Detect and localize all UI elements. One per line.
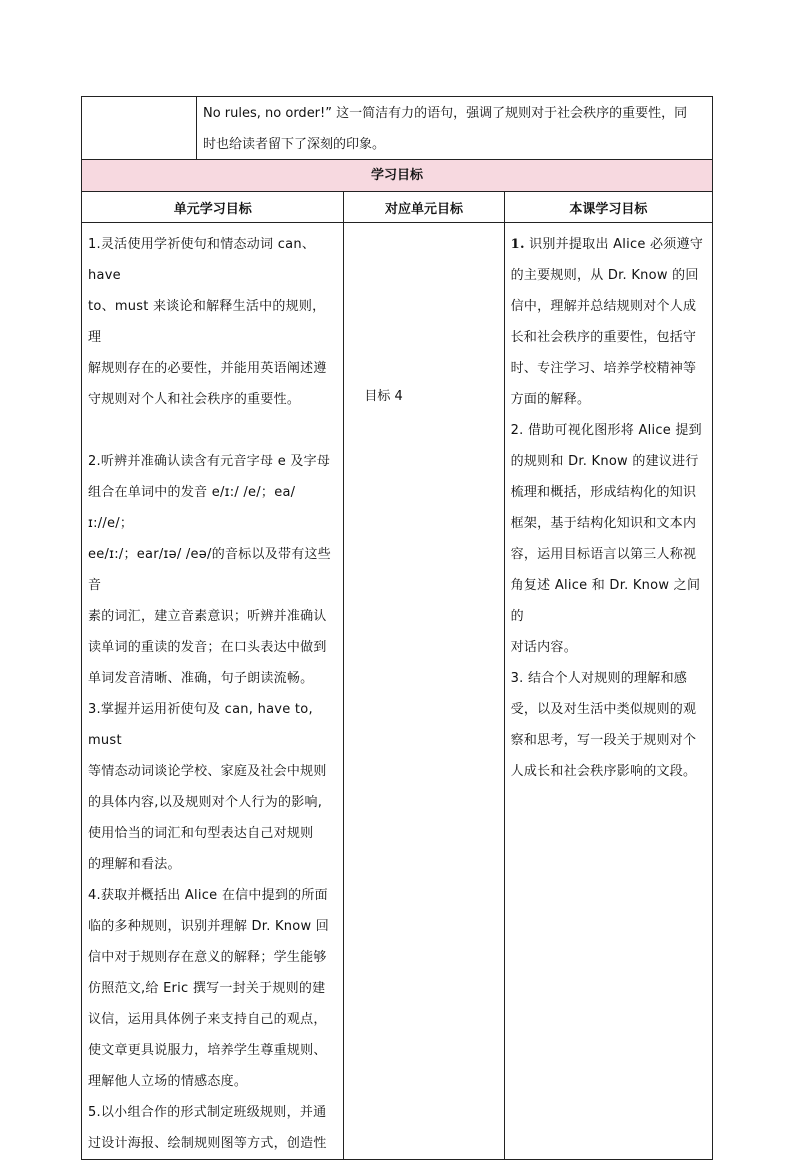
- unit-goal-line: 理解他人立场的情感态度。: [88, 1074, 248, 1089]
- unit-goal-line: 仿照范文,给 Eric 撰写一封关于规则的建: [88, 981, 326, 996]
- lesson-goal-line: 的规则和 Dr. Know 的建议进行: [510, 454, 699, 469]
- unit-goal-line: 信中对于规则存在意义的解释；学生能够: [88, 950, 327, 965]
- lesson-goal-line: 3. 结合个人对规则的理解和感: [510, 671, 688, 686]
- lesson-goal-line: 察和思考，写一段关于规则对个: [510, 733, 697, 748]
- lesson-goal-line: 长和社会秩序的重要性，包括守: [510, 330, 697, 345]
- header-unit-goals: 单元学习目标: [82, 192, 344, 223]
- previous-section-right-cell: [197, 97, 713, 161]
- lesson-goal-line: 对话内容。: [510, 640, 577, 655]
- unit-goal-line: 1.灵活使用学祈使句和情态动词 can、have: [88, 237, 316, 283]
- unit-goal-line: 单词发音清晰、准确，句子朗读流畅。: [88, 671, 314, 686]
- lesson-goals-content: [505, 223, 712, 787]
- unit-goal-line: 的理解和看法。: [88, 857, 181, 872]
- unit-goal-line: 组合在单词中的发音 e/ɪ:/ /e/；ea/ɪ://e/；: [88, 485, 296, 531]
- unit-goal-line: 解规则存在的必要性，并能用英语阐述遵: [88, 361, 327, 376]
- previous-section-table: [81, 96, 713, 161]
- header-corresponding-goals: 对应单元目标: [344, 192, 504, 223]
- unit-goal-line: 2.听辨并准确认读含有元音字母 e 及字母: [88, 454, 331, 469]
- previous-section-left-cell: [82, 97, 197, 161]
- corresponding-goals-content: [344, 223, 503, 407]
- unit-goal-line: 等情态动词谈论学校、家庭及社会中规则: [88, 764, 327, 779]
- unit-goal-line: 使用恰当的词汇和句型表达自己对规则: [88, 826, 314, 841]
- lesson-goals-cell: [504, 223, 712, 1160]
- lesson-goal-line: 的主要规则，从 Dr. Know 的回: [510, 268, 699, 283]
- lesson-goal-line: 容，运用目标语言以第三人称视: [510, 547, 697, 562]
- unit-goal-line: 议信，运用具体例子来支持自己的观点，: [88, 1012, 327, 1027]
- lesson-goal-number-1: 1.: [510, 237, 525, 252]
- learning-goals-title: 学习目标: [370, 168, 423, 183]
- unit-goal-line: 3.掌握并运用祈使句及 can, have to, must: [88, 702, 313, 748]
- unit-goal-line: 守规则对个人和社会秩序的重要性。: [88, 392, 301, 407]
- lesson-goal-line: 时、专注学习、培养学校精神等: [510, 361, 697, 376]
- lesson-goal-line: 2. 借助可视化图形将 Alice 提到: [510, 423, 702, 438]
- table-header-row: [82, 192, 713, 223]
- lesson-goal-line: 人成长和社会秩序影响的文段。: [510, 764, 697, 779]
- corresponding-goal-text: 目标 4: [364, 389, 403, 404]
- unit-goal-line: ee/ɪ:/；ear/ɪə/ /eə/的音标以及带有这些音: [88, 547, 332, 593]
- previous-section-row: [82, 97, 713, 161]
- unit-goal-spacer: [88, 415, 337, 446]
- learning-goals-banner: [81, 159, 713, 192]
- lesson-goal-line: [511, 229, 706, 260]
- corresponding-goals-cell: [344, 223, 504, 1160]
- unit-goal-line: 5.以小组合作的形式制定班级规则，并通: [88, 1105, 327, 1120]
- unit-goals-cell: [82, 223, 344, 1160]
- unit-goal-line: 4.获取并概括出 Alice 在信中提到的所面: [88, 888, 328, 903]
- lesson-goal-line: 受，以及对生活中类似规则的观: [510, 702, 697, 717]
- lesson-goal-line: 框架，基于结构化知识和文本内: [510, 516, 697, 531]
- lesson-goal-line: 角复述 Alice 和 Dr. Know 之间的: [510, 578, 701, 624]
- unit-goals-content: [82, 223, 343, 1159]
- previous-section-line-1: No rules, no order!” 这一简洁有力的语句，强调了规则对于社会秩序的重要性，同: [203, 106, 688, 121]
- unit-goal-line: 临的多种规则，识别并理解 Dr. Know 回: [88, 919, 330, 934]
- learning-goals-table: [81, 191, 713, 1160]
- unit-goal-line: 的具体内容,以及规则对个人行为的影响,: [88, 795, 323, 810]
- previous-section-line-2: 时也给读者留下了深刻的印象。: [203, 137, 386, 152]
- unit-goal-line: to、must 来谈论和解释生活中的规则，理: [88, 299, 326, 345]
- header-lesson-goals: 本课学习目标: [504, 192, 712, 223]
- lesson-goal-line: 信中，理解并总结规则对个人成: [510, 299, 697, 314]
- table-row: [82, 223, 713, 1160]
- lesson-goal-text: 识别并提取出 Alice 必须遵守: [524, 237, 704, 252]
- unit-goal-line: 读单词的重读的发音；在口头表达中做到: [88, 640, 327, 655]
- unit-goal-line: 过设计海报、绘制规则图等方式，创造性: [88, 1136, 327, 1151]
- unit-goal-line: 使文章更具说服力，培养学生尊重规则、: [88, 1043, 327, 1058]
- lesson-goal-line: 方面的解释。: [510, 392, 591, 407]
- lesson-goal-line: 梳理和概括，形成结构化的知识: [510, 485, 697, 500]
- unit-goal-line: 素的词汇，建立音素意识；听辨并准确认: [88, 609, 327, 624]
